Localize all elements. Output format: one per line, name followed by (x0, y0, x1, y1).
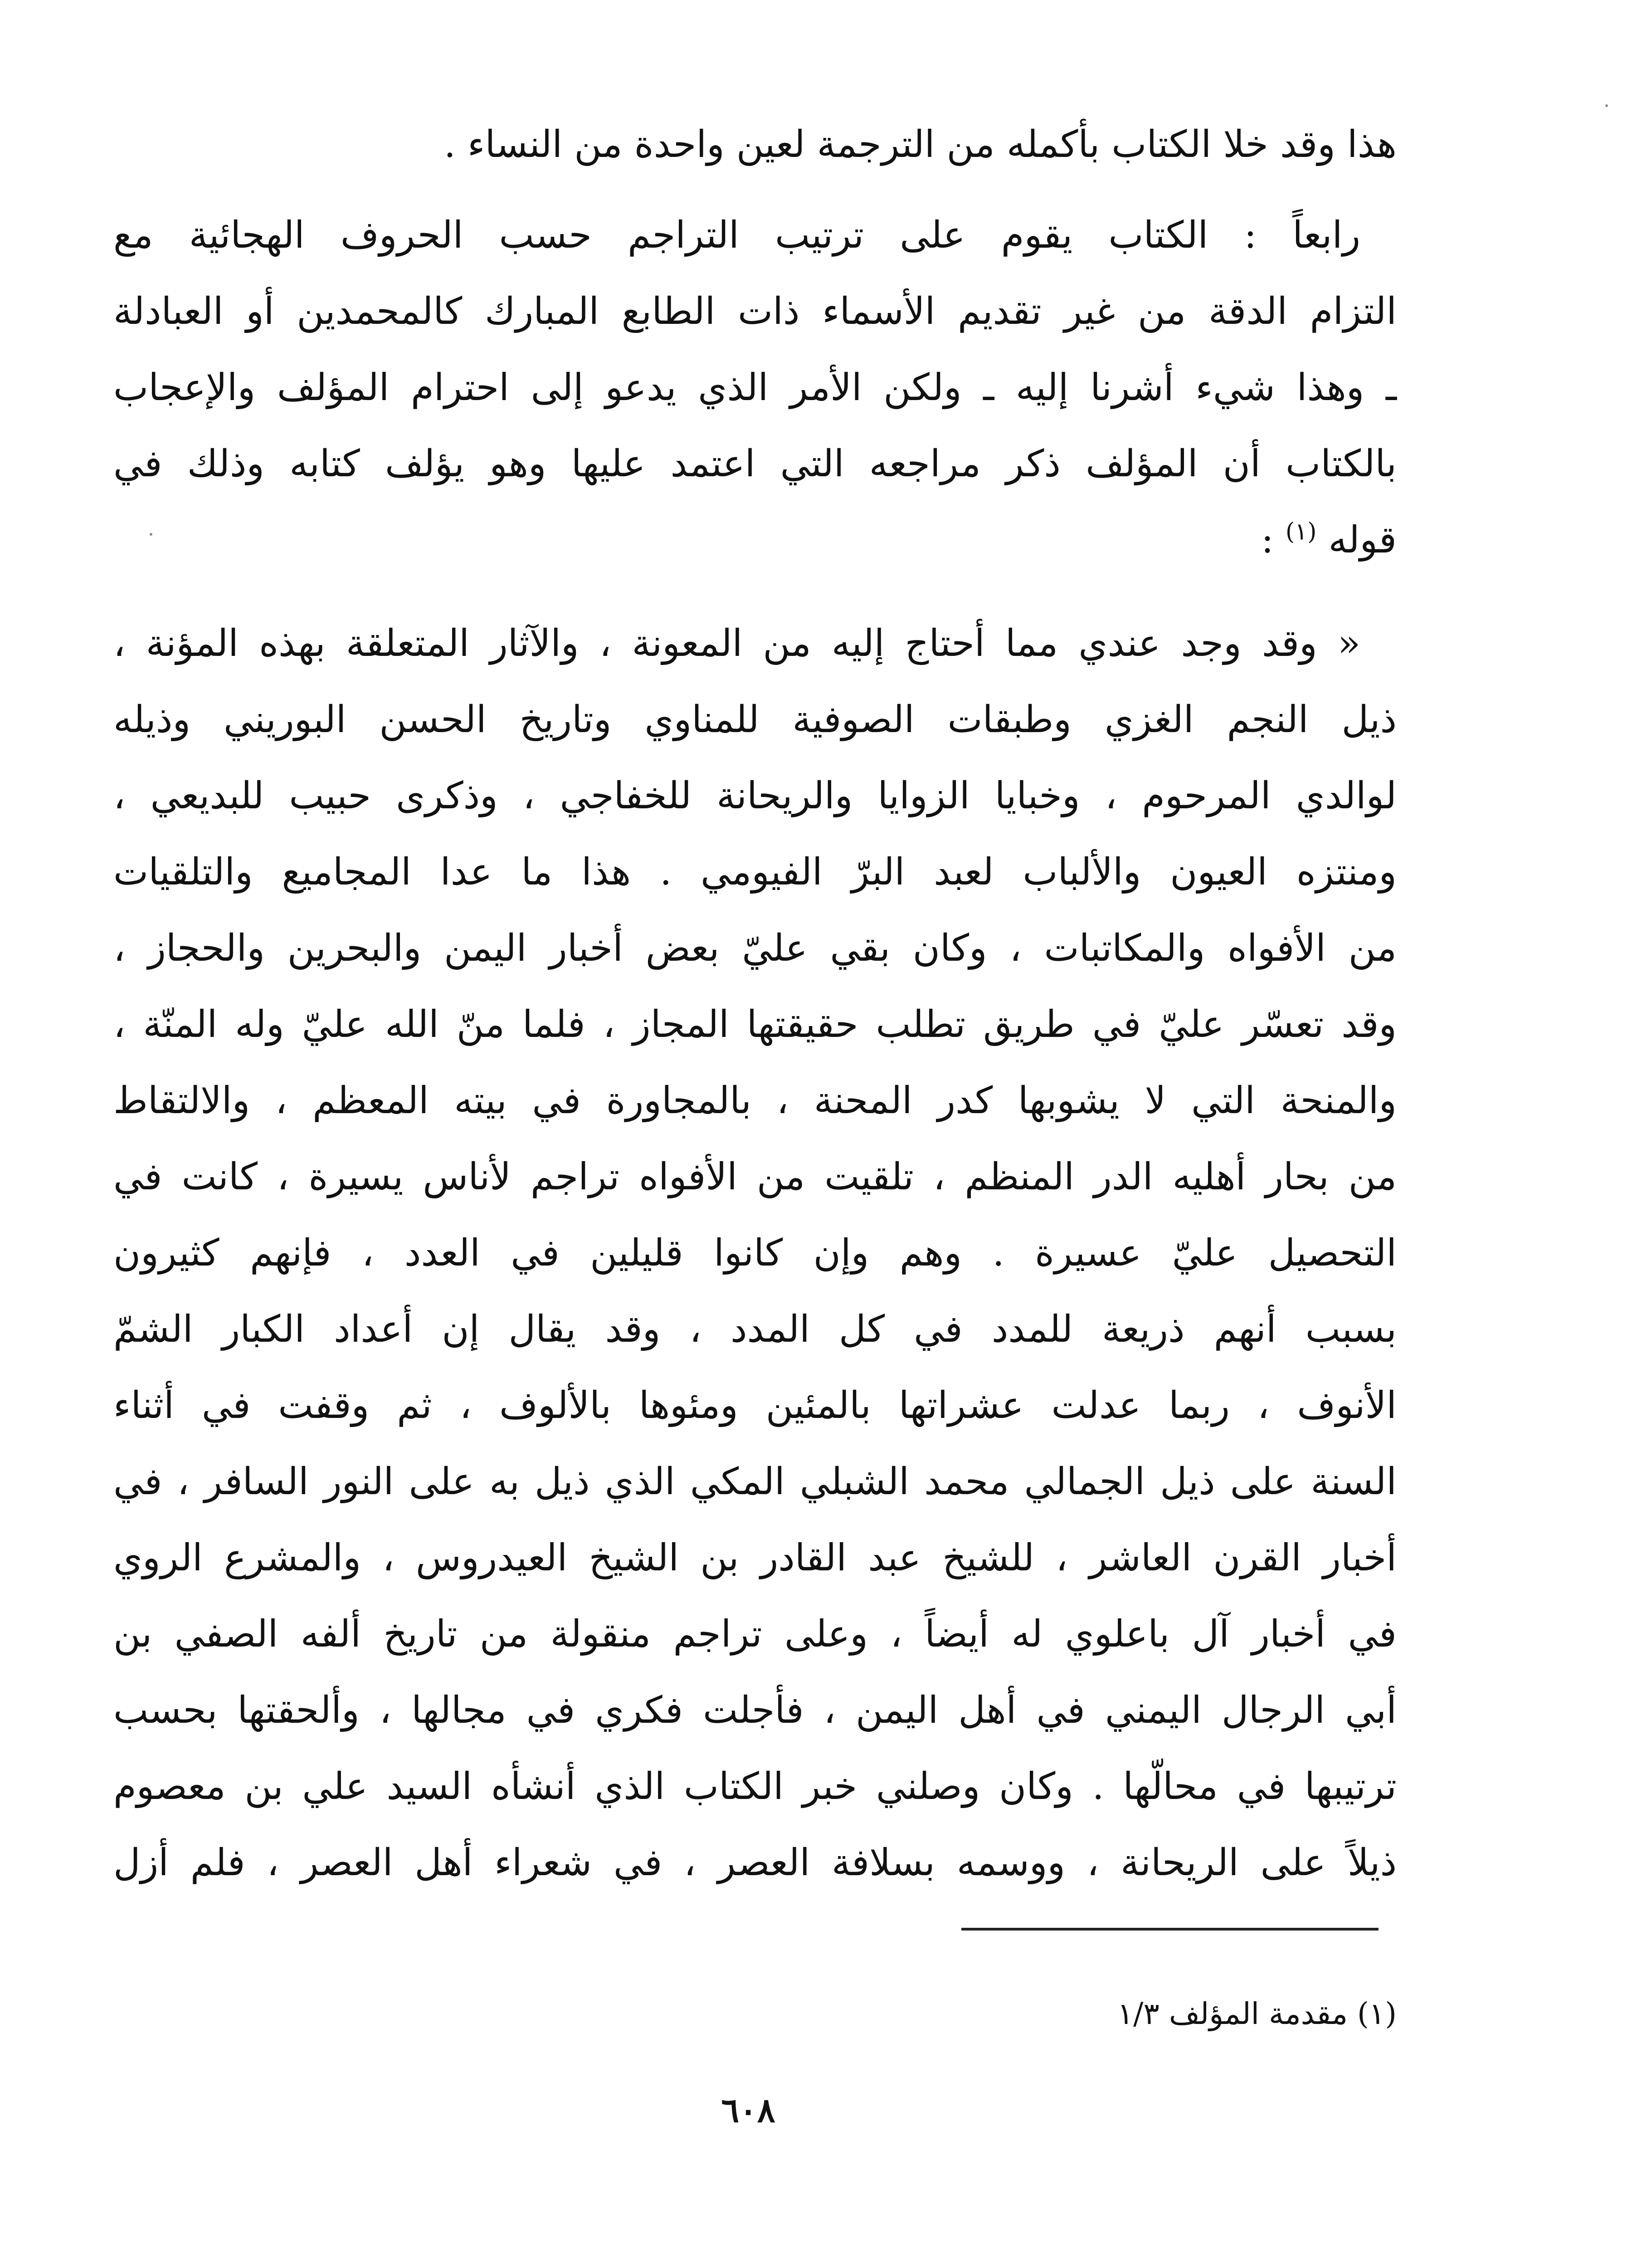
text-line: وقد تعسّر عليّ في طريق تطلب حقيقتها المجاز ، فلما منّ الله عليّ وله المنّة ، (113, 1003, 1397, 1046)
text-line: الأنوف ، ربما عدلت عشراتها بالمئين ومئوها بالألوف ، ثم وقفت في أثناء (113, 1384, 1397, 1427)
text-line: من الأفواه والمكاتبات ، وكان بقي عليّ بعض أخبار اليمن والبحرين والحجاز ، (113, 927, 1397, 970)
text-line: ومنتزه العيون والألباب لعبد البرّ الفيومي . هذا ما عدا المجاميع والتلقيات (113, 850, 1397, 894)
text-line: ترتيبها في محالّها . وكان وصلني خبر الكتاب الذي أنشأه السيد علي بن معصوم (113, 1765, 1397, 1808)
text-line: ـ وهذا شيء أشرنا إليه ـ ولكن الأمر الذي يدعو إلى احترام المؤلف والإعجاب (113, 366, 1397, 409)
text-line: ذيلاً على الريحانة ، ووسمه بسلافة العصر ، في شعراء أهل العصر ، فلم أزل (113, 1841, 1397, 1884)
text-line: ذيل النجم الغزي وطبقات الصوفية للمناوي وتاريخ الحسن البوريني وذيله (113, 698, 1397, 741)
text-line: « وقد وجد عندي مما أحتاج إليه من المعونة ، والآثار المتعلقة بهذه المؤنة ، (113, 622, 1360, 665)
text-line: أخبار القرن العاشر ، للشيخ عبد القادر بن الشيخ العيدروس ، والمشرع الروي (113, 1536, 1397, 1579)
footnote-separator (961, 1928, 1379, 1931)
paper-speck (1605, 104, 1608, 107)
text-line: السنة على ذيل الجمالي محمد الشبلي المكي الذي ذيل به على النور السافر ، في (113, 1460, 1397, 1503)
text-line: التحصيل عليّ عسيرة . وهم وإن كانوا قليلين في العدد ، فإنهم كثيرون (113, 1232, 1397, 1275)
text-fragment: : (1261, 518, 1274, 562)
paragraph-fourth (113, 197, 1397, 578)
quoted-passage (113, 606, 1397, 1901)
text-line: هذا وقد خلا الكتاب بأكمله من الترجمة لعين واحدة من النساء . (443, 123, 1397, 166)
footnote: (١) مقدمة المؤلف ١/٣ (1117, 1996, 1397, 2031)
footnote-reference: (١) (1285, 518, 1317, 546)
top-line-paragraph (113, 107, 1397, 183)
text-fragment: قوله (1328, 518, 1397, 562)
text-line: التزام الدقة من غير تقديم الأسماء ذات الطابع المبارك كالمحمدين أو العبادلة (113, 290, 1397, 333)
text-line: بسبب أنهم ذريعة للمدد في كل المدد ، وقد يقال إن أعداد الكبار الشمّ (113, 1308, 1397, 1351)
text-line-last (113, 502, 1397, 578)
paper-speck (150, 533, 152, 536)
text-line: بالكتاب أن المؤلف ذكر مراجعه التي اعتمد عليها وهو يؤلف كتابه وذلك في (113, 442, 1397, 485)
text-line: أبي الرجال اليمني في أهل اليمن ، فأجلت فكري في مجالها ، وألحقتها بحسب (113, 1689, 1397, 1732)
text-line: من بحار أهليه الدر المنظم ، تلقيت من الأفواه تراجم لأناس يسيرة ، كانت في (113, 1155, 1397, 1198)
text-line: لوالدي المرحوم ، وخبايا الزوايا والريحانة للخفاجي ، وذكرى حبيب للبديعي ، (113, 774, 1397, 817)
text-line: والمنحة التي لا يشوبها كدر المحنة ، بالمجاورة في بيته المعظم ، والالتقاط (113, 1079, 1397, 1122)
text-line: في أخبار آل باعلوي له أيضاً ، وعلى تراجم منقولة من تاريخ ألفه الصفي بن (113, 1613, 1397, 1656)
text-line: رابعاً : الكتاب يقوم على ترتيب التراجم حسب الحروف الهجائية مع (113, 214, 1360, 257)
page-number: ٦٠٨ (721, 2091, 775, 2130)
